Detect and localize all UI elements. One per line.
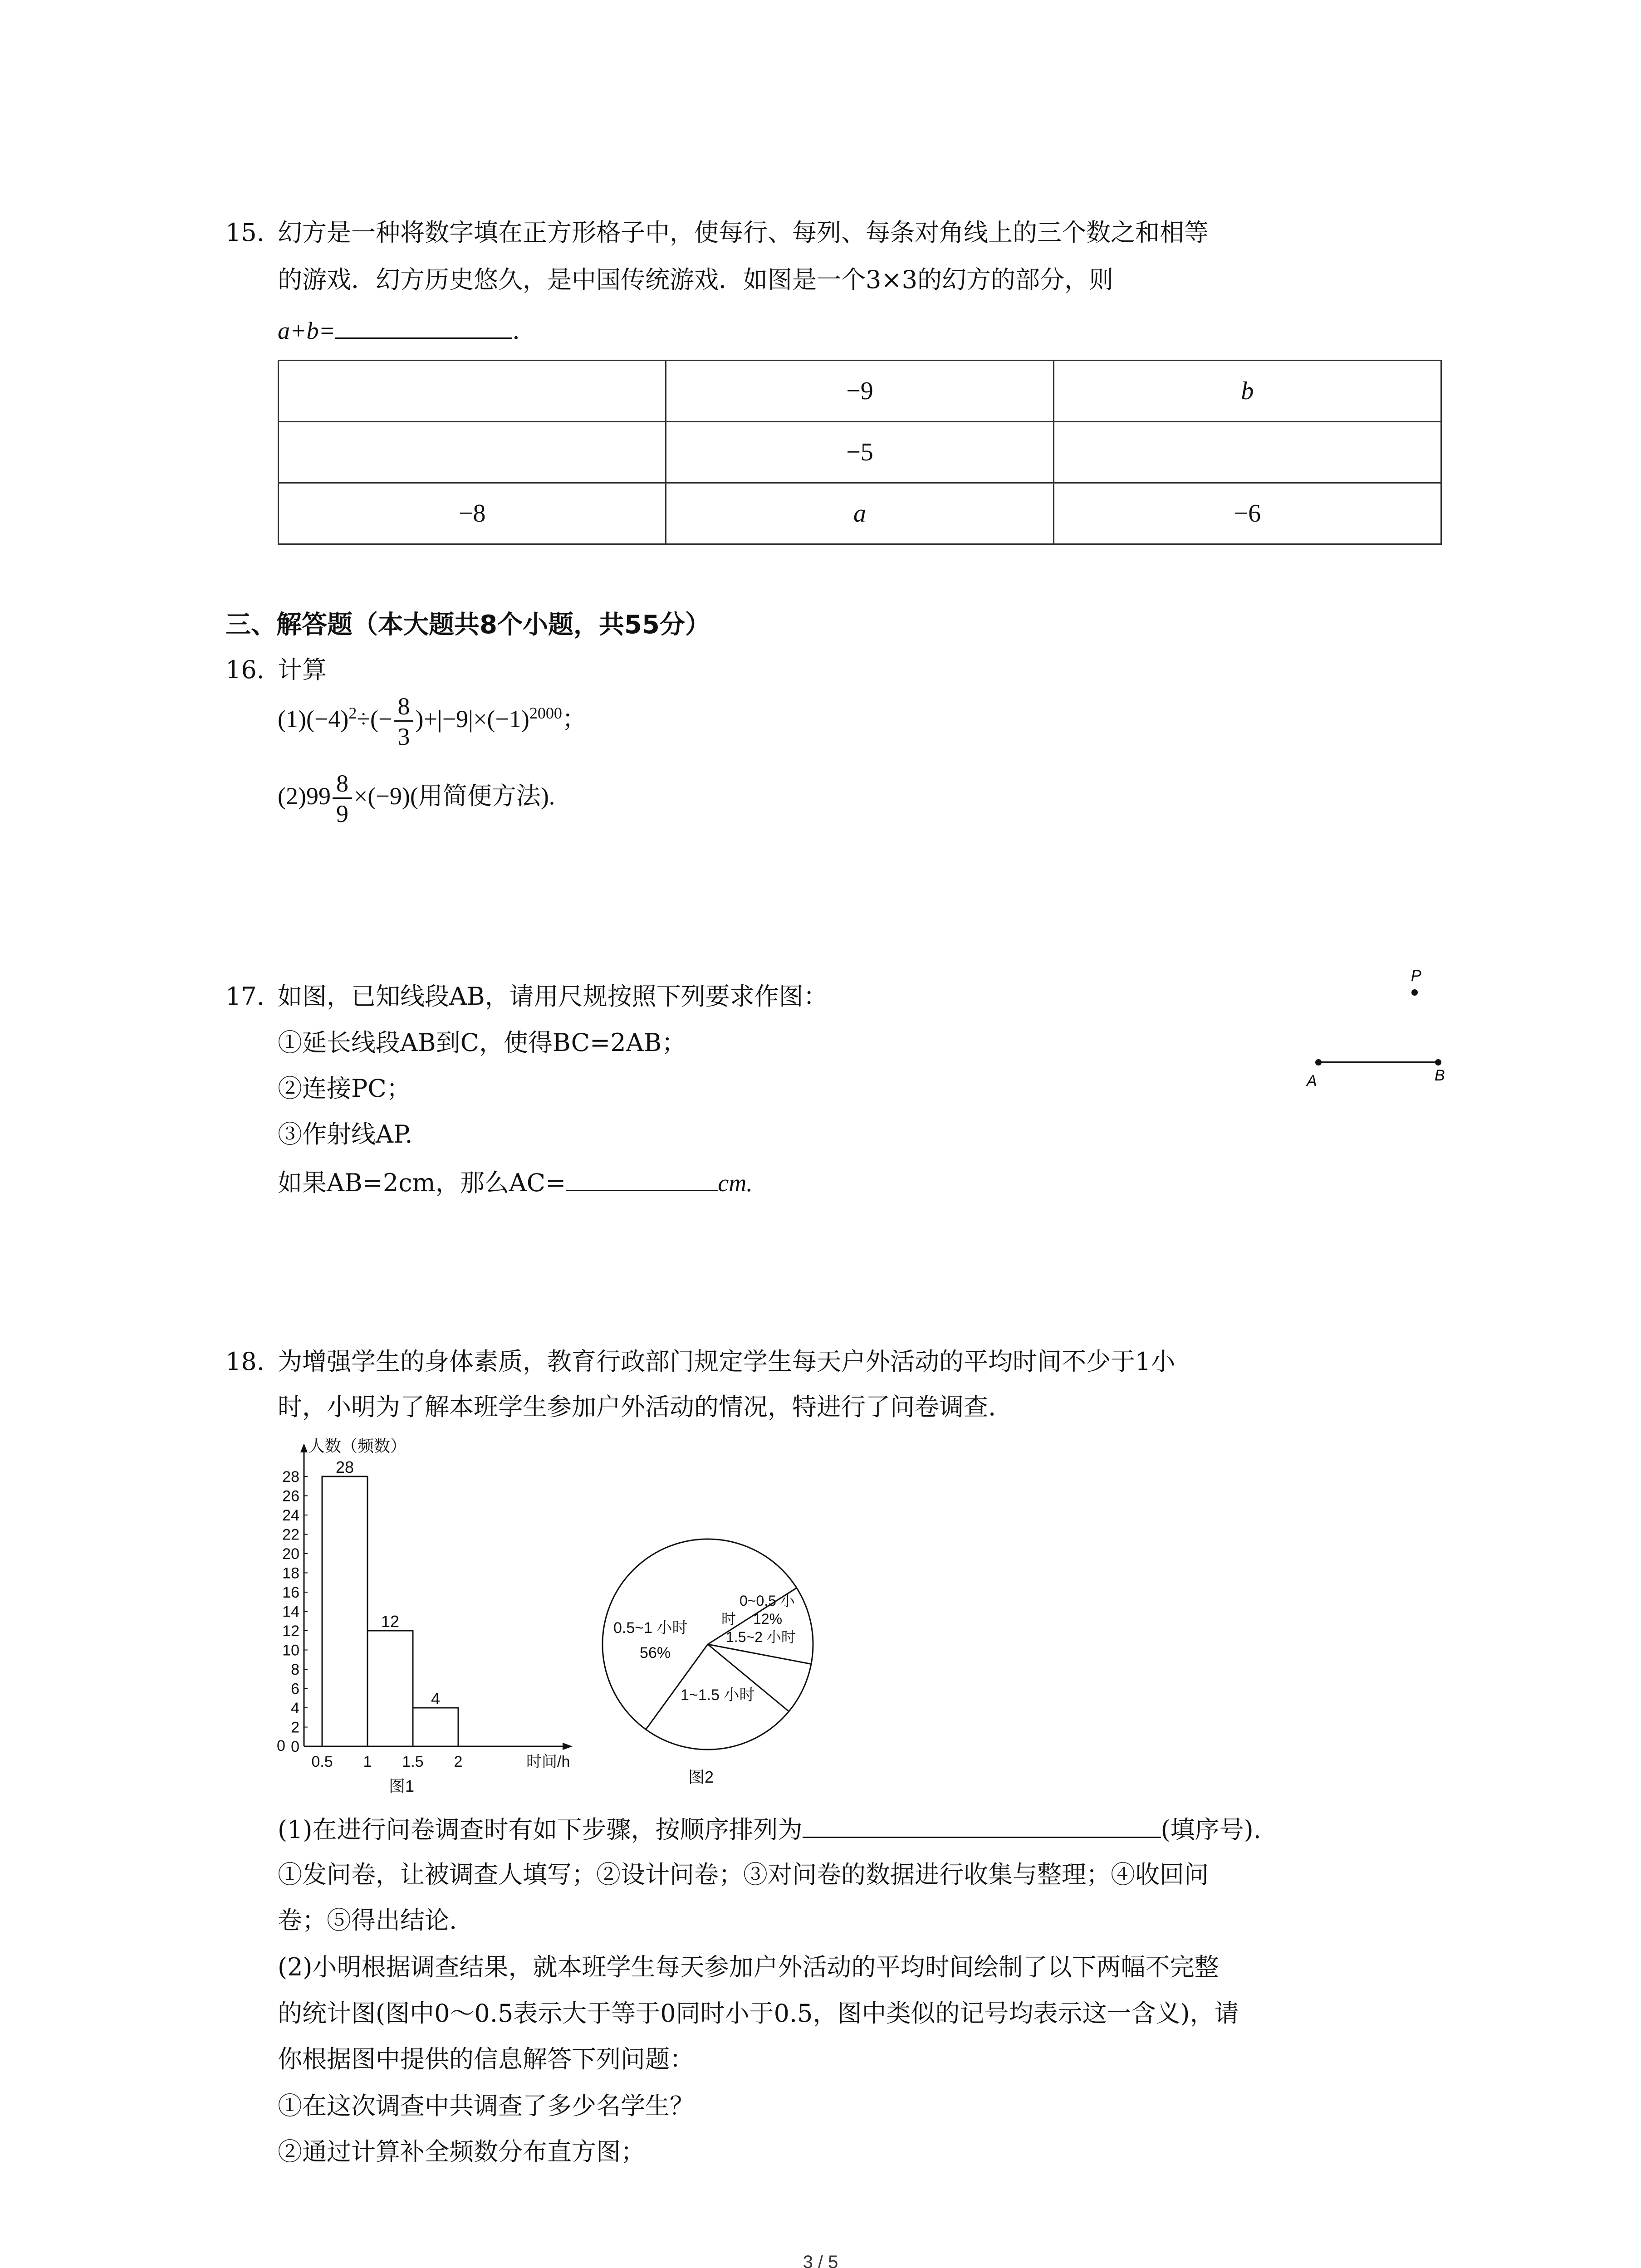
q17-answer-blank[interactable] bbox=[566, 1169, 718, 1191]
point-b bbox=[1435, 1059, 1441, 1066]
y-axis-arrow bbox=[300, 1443, 308, 1452]
q17-figure bbox=[1288, 962, 1452, 1098]
x-tick-label: 1 bbox=[363, 1753, 372, 1770]
q16-p1-fraction bbox=[394, 694, 413, 749]
frac-denominator: 3 bbox=[397, 723, 410, 750]
q18-q1: ①在这次调查中共调查了多少名学生？ bbox=[278, 2092, 694, 2120]
q18-q2: ②通过计算补全频数分布直方图； bbox=[278, 2137, 645, 2166]
page-number: 3 / 5 bbox=[803, 2252, 838, 2268]
histogram-bar bbox=[322, 1476, 367, 1746]
y-tick-label: 22 bbox=[282, 1526, 299, 1544]
label-a: A bbox=[1307, 1072, 1317, 1090]
magic-cell: a bbox=[666, 483, 1053, 544]
label-b: B bbox=[1435, 1067, 1445, 1084]
section-title: 三、解答题（本大题共8个小题，共55分） bbox=[225, 610, 710, 640]
bar-data-label: 4 bbox=[431, 1689, 441, 1708]
q16-p1-exp2: 2000 bbox=[529, 704, 562, 722]
frac-numerator: 8 bbox=[394, 694, 413, 722]
frac-numerator: 8 bbox=[333, 771, 352, 799]
y-tick-label: 14 bbox=[282, 1603, 299, 1621]
histogram-bar bbox=[413, 1708, 458, 1746]
q16-p1-end: ； bbox=[562, 705, 587, 733]
pie-percent-05-1: 56% bbox=[640, 1644, 671, 1662]
x-tick-label: 2 bbox=[454, 1753, 463, 1770]
q18-p1-line3: 卷；⑤得出结论. bbox=[278, 1906, 457, 1935]
pie-label-0-05-a: 0~0.5 小 bbox=[740, 1593, 795, 1609]
q15-line2: 的游戏．幻方历史悠久，是中国传统游戏．如图是一个3×3的幻方的部分，则 bbox=[278, 265, 1113, 294]
q18-p1-blank[interactable] bbox=[803, 1816, 1161, 1838]
q16-p2-fraction bbox=[333, 771, 352, 826]
magic-cell bbox=[279, 422, 666, 483]
q18-p2-line3: 你根据图中提供的信息解答下列问题： bbox=[278, 2045, 694, 2073]
frac-denominator: 9 bbox=[336, 800, 348, 827]
magic-cell: −6 bbox=[1053, 483, 1441, 544]
x-axis-arrow bbox=[563, 1743, 573, 1750]
origin-label: 0 bbox=[277, 1737, 285, 1755]
q15-answer-blank[interactable] bbox=[335, 317, 512, 339]
q17-step3: ③作射线AP. bbox=[278, 1120, 413, 1149]
y-tick-label: 24 bbox=[282, 1507, 299, 1524]
q17-step2: ②连接PC； bbox=[278, 1074, 411, 1103]
pie-label-05-1: 0.5~1 小时 bbox=[613, 1619, 688, 1637]
magic-cell: −8 bbox=[279, 483, 666, 544]
q16-p1-prefix: (1)(−4) bbox=[278, 705, 349, 733]
y-tick-label: 6 bbox=[291, 1680, 299, 1698]
q18-p2-line1: (2)小明根据调查结果，就本班学生每天参加户外活动的平均时间绘制了以下两幅不完整 bbox=[278, 1953, 1219, 1981]
bar-data-label: 12 bbox=[381, 1612, 400, 1631]
pie-label-15-2: 1.5~2 小时 bbox=[726, 1629, 796, 1645]
pie-label-1-15: 1~1.5 小时 bbox=[681, 1686, 755, 1704]
x-tick-label: 1.5 bbox=[402, 1753, 424, 1770]
y-tick-label: 10 bbox=[282, 1642, 299, 1659]
y-tick-label: 18 bbox=[282, 1564, 299, 1582]
histogram-figure bbox=[272, 1433, 608, 1796]
pie-figure bbox=[585, 1529, 830, 1796]
q18-p1-line2: ①发问卷，让被调查人填写；②设计问卷；③对问卷的数据进行收集与整理；④收回问 bbox=[278, 1860, 1209, 1889]
magic-cell: −5 bbox=[666, 422, 1053, 483]
q16-title: 计算 bbox=[278, 655, 327, 684]
y-tick-label: 0 bbox=[291, 1738, 299, 1755]
y-tick-label: 2 bbox=[291, 1719, 299, 1736]
pie-label-0-05-b: 时 bbox=[721, 1611, 736, 1627]
q15-number: 15. bbox=[225, 218, 265, 247]
label-p: P bbox=[1411, 967, 1421, 984]
y-axis-title: 人数（频数） bbox=[309, 1437, 407, 1455]
magic-cell bbox=[1053, 422, 1441, 483]
q16-part1 bbox=[278, 694, 587, 749]
q18-p2-line2: 的统计图(图中0～0.5表示大于等于0同时小于0.5，图中类似的记号均表示这一含义)，请 bbox=[278, 1999, 1239, 2028]
q16-p1-mid: ÷(− bbox=[357, 705, 392, 733]
q18-p1-prefix: (1)在进行问卷调查时有如下步骤，按顺序排列为 bbox=[278, 1815, 803, 1844]
q15-answer-suffix: . bbox=[512, 316, 520, 345]
y-tick-label: 28 bbox=[282, 1468, 299, 1486]
q18-p1 bbox=[278, 1816, 1261, 1842]
q16-number: 16. bbox=[225, 655, 265, 684]
q17-line1: 如图，已知线段AB，请用尺规按照下列要求作图： bbox=[278, 982, 828, 1011]
magic-cell: b bbox=[1053, 361, 1441, 422]
y-tick-label: 4 bbox=[291, 1700, 299, 1717]
q16-p1-after: )+|−9|×(−1) bbox=[415, 705, 529, 733]
y-tick-label: 8 bbox=[291, 1661, 299, 1678]
histogram-bar bbox=[367, 1631, 413, 1746]
q18-line2: 时，小明为了解本班学生参加户外活动的情况，特进行了问卷调查. bbox=[278, 1393, 996, 1421]
q16-p2-prefix: (2)99 bbox=[278, 782, 331, 810]
point-p bbox=[1411, 989, 1418, 996]
y-tick-label: 12 bbox=[282, 1623, 299, 1640]
q18-p1-suffix: (填序号). bbox=[1161, 1815, 1261, 1844]
x-axis-title: 时间/h bbox=[526, 1753, 570, 1770]
q17-step1: ①延长线段AB到C，使得BC=2AB； bbox=[278, 1028, 686, 1057]
point-a bbox=[1315, 1059, 1322, 1066]
q15-answer-line bbox=[278, 317, 520, 343]
q18-line1: 为增强学生的身体素质，教育行政部门规定学生每天户外活动的平均时间不少于1小 bbox=[278, 1347, 1176, 1376]
q16-part2 bbox=[278, 771, 555, 826]
figure-caption: 图2 bbox=[688, 1768, 714, 1786]
bar-data-label: 28 bbox=[335, 1458, 354, 1476]
y-tick-label: 26 bbox=[282, 1487, 299, 1505]
magic-square-table bbox=[278, 360, 1442, 545]
q16-p1-exp: 2 bbox=[348, 704, 357, 722]
q15-line1: 幻方是一种将数字填在正方形格子中，使每行、每列、每条对角线上的三个数之和相等 bbox=[278, 218, 1209, 247]
q17-ask-prefix: 如果AB=2cm，那么AC= bbox=[278, 1168, 566, 1197]
q16-p2-after: ×(−9)(用简便方法). bbox=[353, 782, 555, 810]
y-tick-label: 20 bbox=[282, 1545, 299, 1563]
q15-answer-prefix: a+b= bbox=[278, 317, 335, 344]
x-tick-label: 0.5 bbox=[311, 1753, 333, 1770]
magic-cell bbox=[279, 361, 666, 422]
figure-caption: 图1 bbox=[388, 1777, 415, 1795]
q17-number: 17. bbox=[225, 982, 265, 1011]
q17-ask bbox=[278, 1169, 753, 1195]
y-tick-label: 16 bbox=[282, 1584, 299, 1601]
q17-ask-suffix: cm. bbox=[718, 1169, 753, 1197]
q18-number: 18. bbox=[225, 1347, 265, 1376]
magic-cell: −9 bbox=[666, 361, 1053, 422]
pie-percent-0-05: 12% bbox=[753, 1611, 783, 1627]
